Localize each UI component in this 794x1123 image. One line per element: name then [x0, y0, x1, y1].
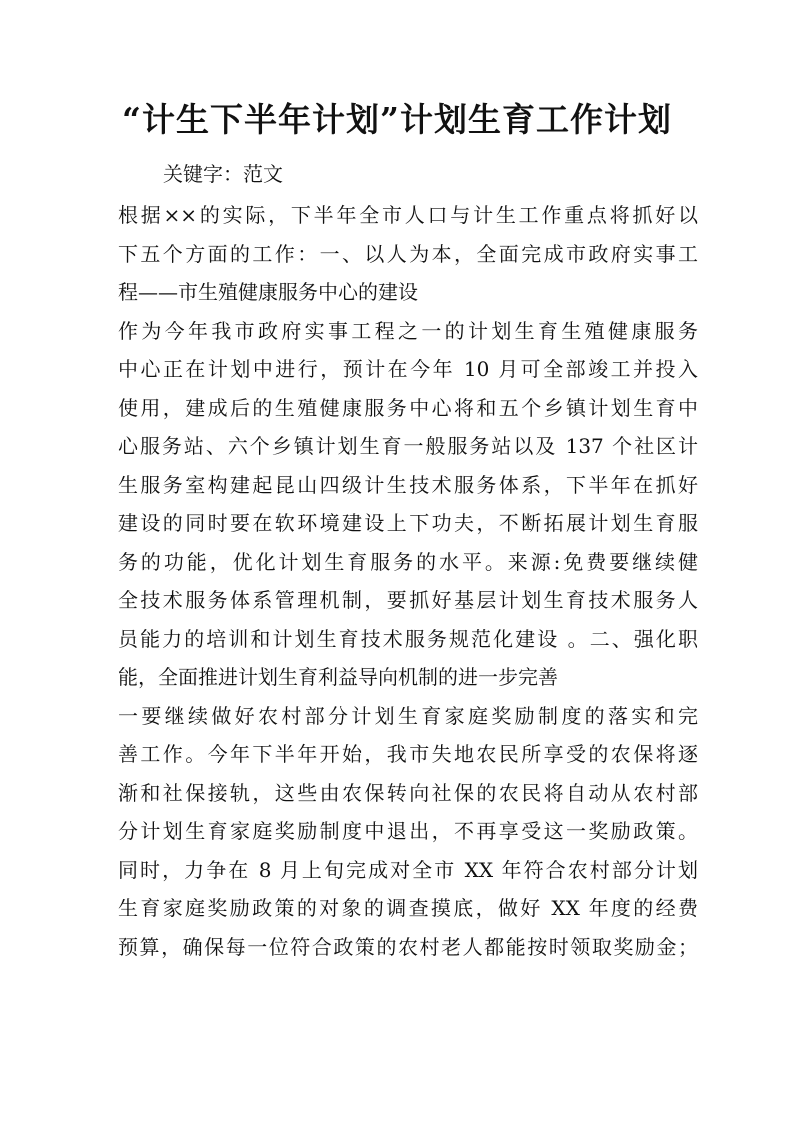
body-line: 建设的同时要在软环境建设上下功夫，不断拓展计划生育服: [118, 511, 698, 535]
body-line: 中心正在计划中进行，预计在今年 10 月可全部竣工并投入: [118, 357, 698, 381]
body-line: 务的功能，优化计划生育服务的水平。来源:免费要继续健: [118, 549, 698, 574]
body-line: 能，全面推进计划生育利益导向机制的进一步完善: [118, 665, 558, 689]
body-line: 分计划生育家庭奖励制度中退出，不再享受这一奖励政策。: [118, 819, 698, 843]
body-line: 生服务室构建起昆山四级计生技术服务体系，下半年在抓好: [118, 472, 698, 497]
body-line: 员能力的培训和计划生育技术服务规范化建设 。二、强化职: [118, 626, 698, 651]
document-body: [118, 202, 698, 972]
body-line: 作为今年我市政府实事工程之一的计划生育生殖健康服务: [118, 318, 698, 343]
body-line: 预算，确保每一位符合政策的农村老人都能按时领取奖励金；: [118, 934, 698, 959]
keywords-line: 关键字：范文: [163, 162, 283, 186]
body-line: 根据××的实际，下半年全市人口与计生工作重点将抓好以: [118, 203, 698, 227]
body-line: 全技术服务体系管理机制，要抓好基层计划生育技术服务人: [118, 588, 698, 612]
body-line: 渐和社保接轨，这些由农保转向社保的农民将自动从农村部: [118, 780, 698, 805]
document-title: “计生下半年计划”计划生育工作计划: [122, 100, 672, 139]
body-line: 生育家庭奖励政策的对象的调查摸底，做好 XX 年度的经费: [118, 896, 698, 920]
body-line: 同时，力争在 8 月上旬完成对全市 XX 年符合农村部分计划: [118, 857, 698, 882]
body-line: 心服务站、六个乡镇计划生育一般服务站以及 137 个社区计: [118, 434, 698, 458]
body-line: 善工作。今年下半年开始，我市失地农民所享受的农保将逐: [118, 742, 698, 766]
body-line: 使用，建成后的生殖健康服务中心将和五个乡镇计划生育中: [118, 395, 698, 420]
body-line: 一要继续做好农村部分计划生育家庭奖励制度的落实和完: [118, 703, 698, 728]
body-line: 下五个方面的工作：一、以人为本，全面完成市政府实事工: [118, 241, 698, 266]
body-line: 程——市生殖健康服务中心的建设: [118, 280, 418, 304]
